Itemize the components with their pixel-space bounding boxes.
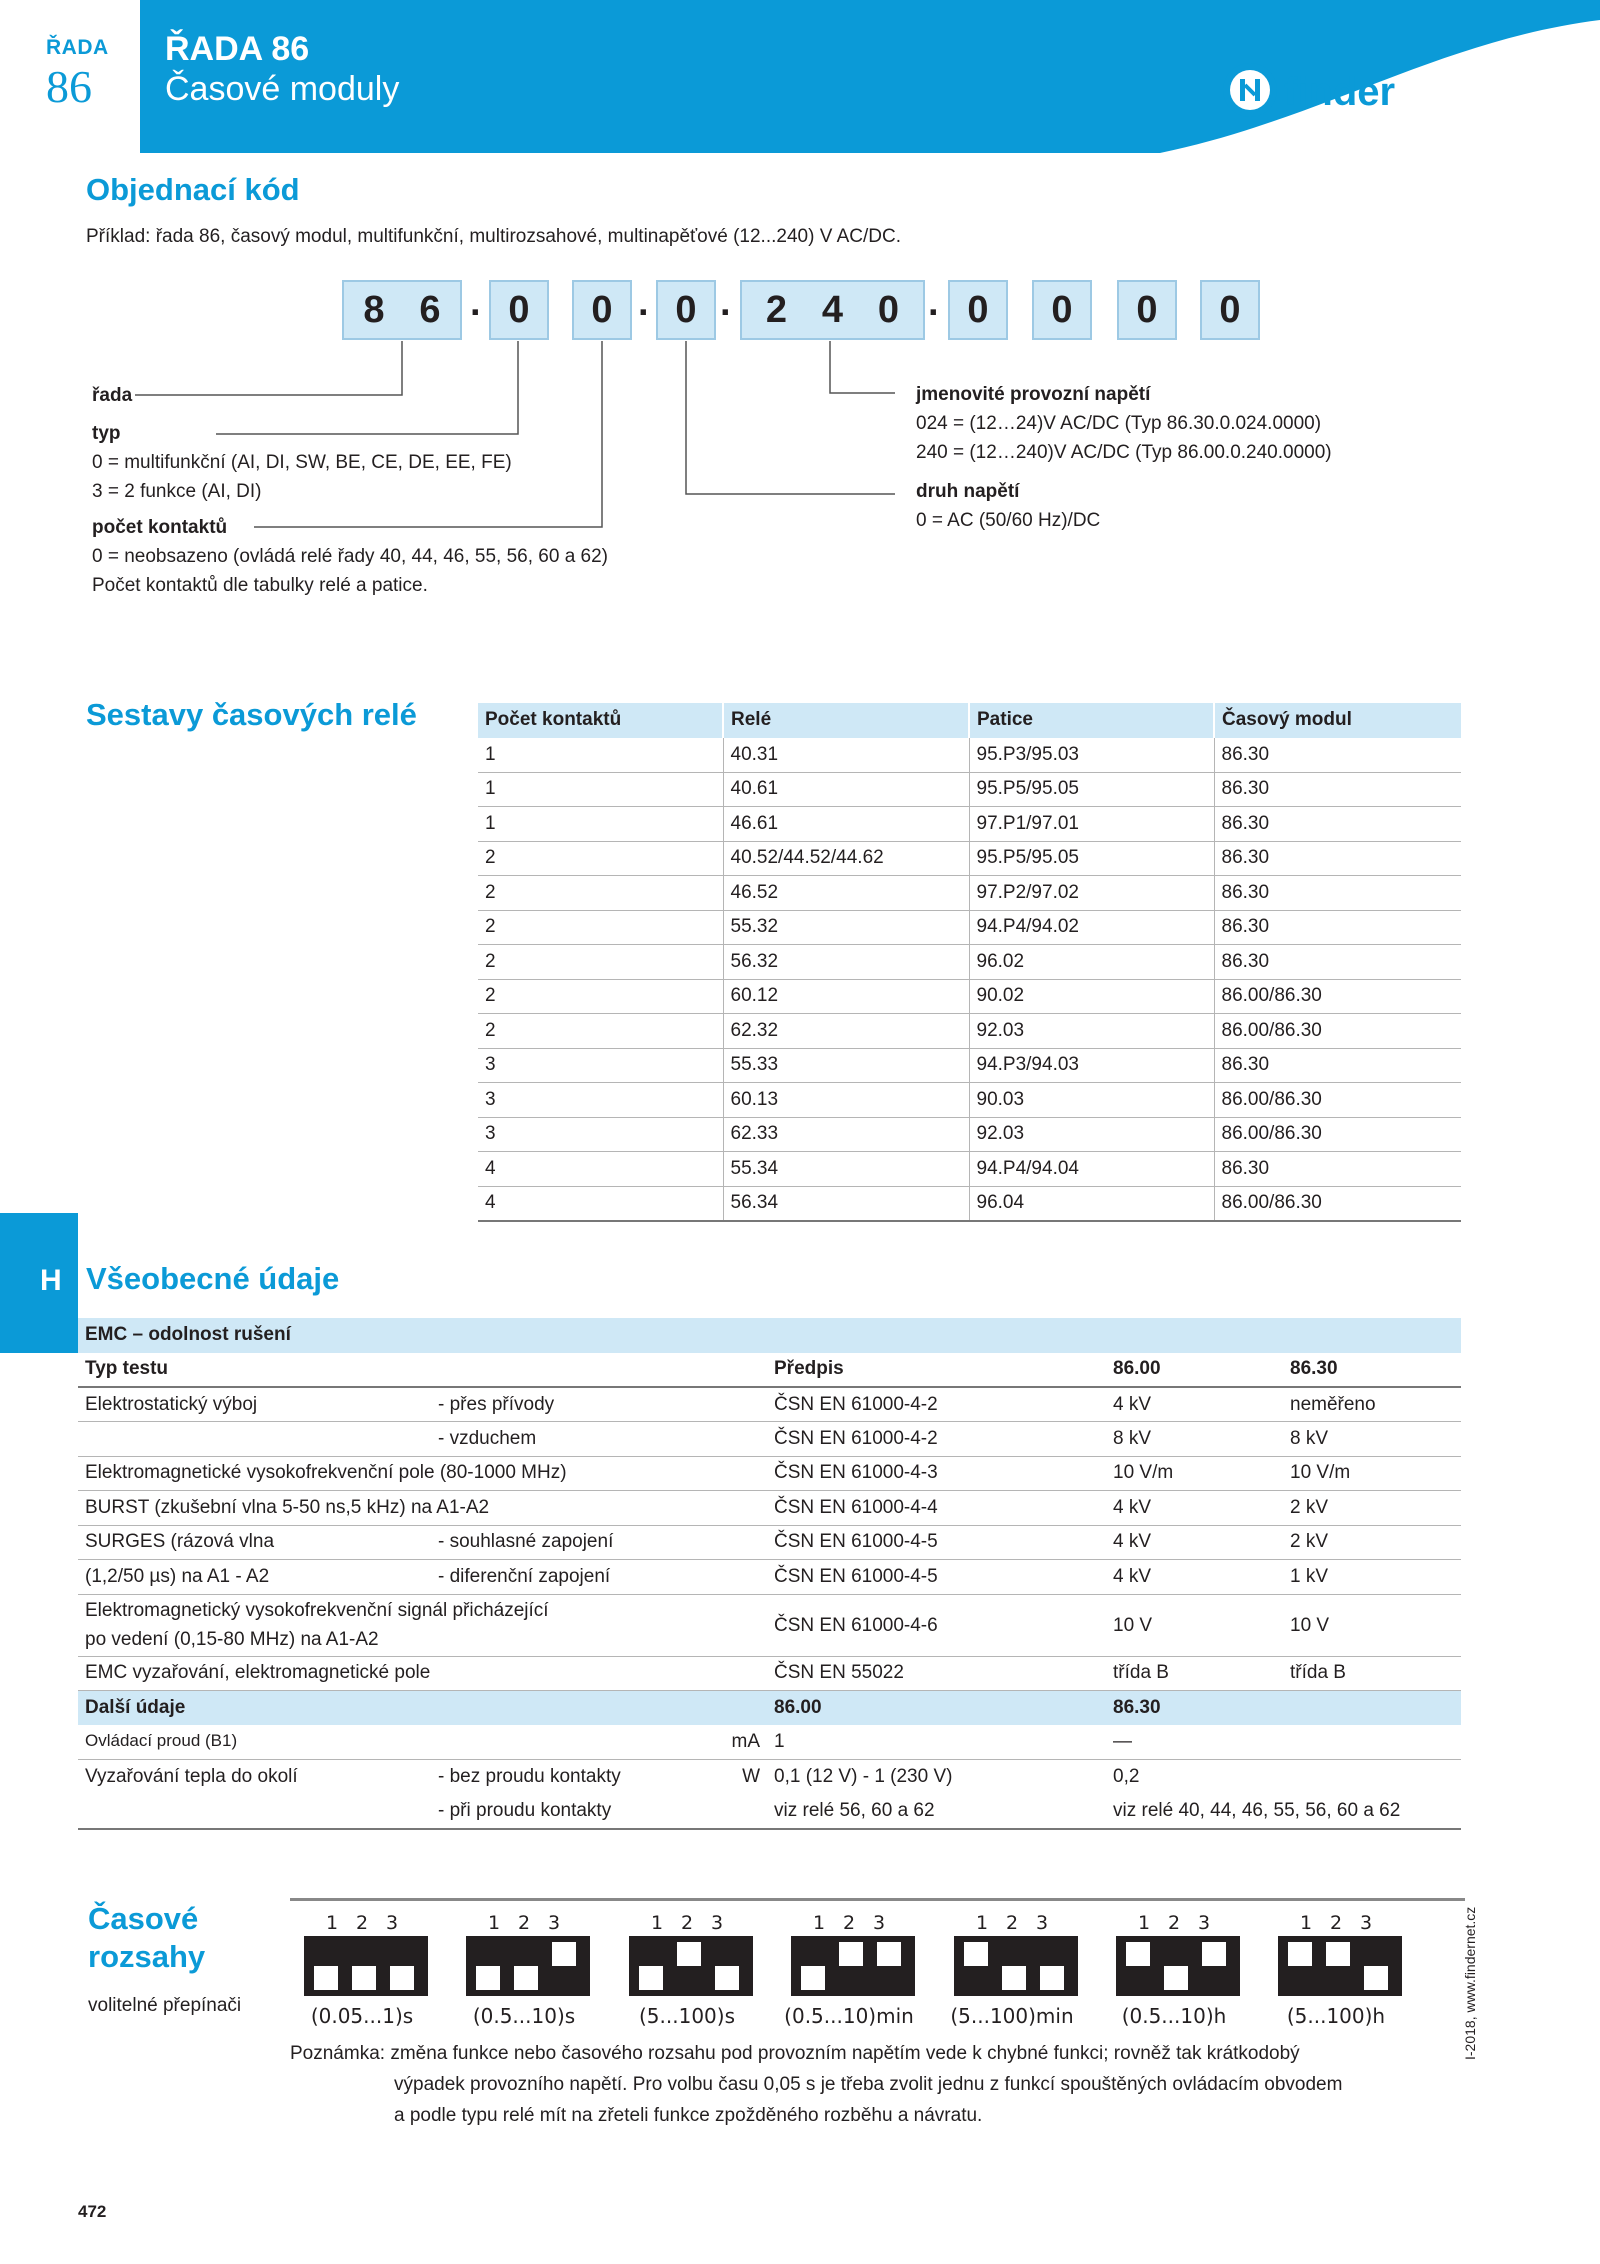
emc-row	[78, 1491, 1461, 1526]
switch-numbers: 1 2 3	[975, 1912, 1049, 1934]
kind-0: 0 = AC (50/60 Hz)/DC	[916, 510, 1101, 531]
table-cell: 2	[478, 979, 723, 1014]
emc-v1: 4 kV	[1106, 1525, 1283, 1560]
table-cell: 40.31	[723, 738, 969, 773]
emc-row-radiation: EMC vyzařování, elektromagnetické pole ČSN EN 55022 třída B třída B	[78, 1656, 1461, 1691]
table-cell: 1	[478, 807, 723, 842]
svg-text:finder: finder	[1284, 70, 1396, 114]
table-cell: 60.13	[723, 1083, 969, 1118]
emc-title-row: EMC – odolnost rušení	[78, 1318, 1461, 1353]
col-module: Časový modul	[1214, 703, 1461, 738]
table-cell: 4	[478, 1152, 723, 1187]
table-cell: 40.52/44.52/44.62	[723, 841, 969, 876]
emc-test	[78, 1422, 431, 1457]
dip-switch	[1104, 1912, 1244, 2028]
emc-sub: - vzduchem	[431, 1422, 767, 1457]
series-label-small: ŘADA	[46, 36, 109, 59]
page-title: ŘADA 86	[165, 30, 310, 68]
table-cell: 97.P1/97.01	[969, 807, 1214, 842]
switch-body	[1116, 1936, 1240, 1996]
emc-v1: 4 kV	[1106, 1560, 1283, 1595]
order-code-example: Příklad: řada 86, časový modul, multifunkční, multirozsahové, multinapěťové (12...240) V AC/DC.	[86, 226, 901, 247]
table-cell: 92.03	[969, 1014, 1214, 1049]
table-cell: 86.00/86.30	[1214, 1014, 1461, 1049]
table-cell: 1	[478, 772, 723, 807]
code-box-kind: 0	[656, 280, 716, 340]
table-cell: 62.32	[723, 1014, 969, 1049]
switch-numbers: 1 2 3	[325, 1912, 399, 1934]
emc-header-row: Typ testu Předpis 86.00 86.30	[78, 1353, 1461, 1388]
label-kind: druh napětí	[916, 481, 1020, 502]
table-cell: 86.00/86.30	[1214, 1083, 1461, 1118]
table-cell: 96.04	[969, 1186, 1214, 1221]
switch-numbers: 1 2 3	[1137, 1912, 1211, 1934]
label-contacts: počet kontaktů	[92, 517, 228, 538]
emc-row	[78, 1456, 1461, 1491]
emc-v1: 4 kV	[1106, 1491, 1283, 1526]
emc-row	[78, 1525, 1461, 1560]
table-row	[478, 1048, 1461, 1083]
side-imprint: I-2018, www.findernet.cz	[1462, 1906, 1478, 2060]
switch-lever	[964, 1942, 988, 1966]
voltage-024: 024 = (12…24)V AC/DC (Typ 86.30.0.024.0000)	[916, 413, 1322, 434]
switch-lever	[352, 1966, 376, 1990]
table-cell: 94.P4/94.04	[969, 1152, 1214, 1187]
table-cell: 62.33	[723, 1117, 969, 1152]
switch-lever	[514, 1966, 538, 1990]
switch-lever	[715, 1966, 739, 1990]
switch-lever	[1202, 1942, 1226, 1966]
emc-norm: ČSN EN 61000-4-5	[767, 1525, 1106, 1560]
dip-switch	[1266, 1912, 1406, 2028]
emc-norm: ČSN EN 61000-4-4	[767, 1491, 1106, 1526]
emc-norm: ČSN EN 61000-4-5	[767, 1560, 1106, 1595]
table-cell: 3	[478, 1083, 723, 1118]
table-row	[478, 876, 1461, 911]
switch-body	[954, 1936, 1078, 1996]
table-cell: 2	[478, 945, 723, 980]
dip-switch	[942, 1912, 1082, 2028]
table-row	[478, 807, 1461, 842]
table-cell: 86.30	[1214, 1152, 1461, 1187]
label-series: řada	[92, 385, 133, 406]
emc-row	[78, 1387, 1461, 1422]
emc-v2: 2 kV	[1283, 1525, 1461, 1560]
table-cell: 96.02	[969, 945, 1214, 980]
table-cell: 86.30	[1214, 807, 1461, 842]
other-title-row: Další údaje 86.00 86.30	[78, 1691, 1461, 1726]
switch-body	[791, 1936, 915, 1996]
range-label: (5...100)h	[1286, 2004, 1386, 2028]
code-box-3: 0	[1200, 280, 1260, 340]
emc-v1: 10 V/m	[1106, 1456, 1283, 1491]
dip-switch	[779, 1912, 919, 2028]
table-cell: 86.00/86.30	[1214, 1186, 1461, 1221]
contacts-note: Počet kontaktů dle tabulky relé a patice.	[92, 575, 428, 596]
emc-v2: 2 kV	[1283, 1491, 1461, 1526]
code-box-contacts: 0	[572, 280, 632, 340]
code-box-type: 0	[489, 280, 549, 340]
switch-lever	[552, 1942, 576, 1966]
switch-numbers: 1 2 3	[1299, 1912, 1373, 1934]
order-code-heading: Objednací kód	[86, 172, 300, 207]
switch-lever	[639, 1966, 663, 1990]
section-letter: H	[40, 1264, 62, 1297]
switch-lever	[839, 1942, 863, 1966]
table-cell: 3	[478, 1048, 723, 1083]
col-contacts: Počet kontaktů	[478, 703, 723, 738]
dip-switch	[454, 1912, 594, 2028]
emc-test: SURGES (rázová vlna	[78, 1525, 431, 1560]
table-cell: 3	[478, 1117, 723, 1152]
table-cell: 2	[478, 876, 723, 911]
current-row: Ovládací proud (B1) mA 1 —	[78, 1725, 1461, 1760]
table-row	[478, 738, 1461, 773]
note: Poznámka: změna funkce nebo časového rozsahu pod provozním napětím vede k chybné funkci; rovněž tak krátkodobý výpadek provozního napětí. Pro volbu času 0,05 s je třeba zvolit jednu z funkcí spouštěných ovládacím obvodem a podle typu relé mít na zřeteli funkce zpožděného rozběhu a návratu.	[290, 2043, 1343, 2126]
table-row	[478, 1083, 1461, 1118]
switch-lever	[677, 1942, 701, 1966]
section-tab	[0, 1213, 78, 1353]
code-box-1: 0	[1032, 280, 1092, 340]
page-subtitle: Časové moduly	[165, 70, 400, 108]
type-0: 0 = multifunkční (AI, DI, SW, BE, CE, DE, EE, FE)	[92, 452, 512, 473]
time-ranges-rule	[290, 1898, 1465, 1901]
table-cell: 97.P2/97.02	[969, 876, 1214, 911]
col-relay: Relé	[723, 703, 969, 738]
table-cell: 86.30	[1214, 910, 1461, 945]
switch-body	[1278, 1936, 1402, 1996]
table-row	[478, 1014, 1461, 1049]
table-row	[478, 910, 1461, 945]
emc-test: (1,2/50 µs) na A1 - A2	[78, 1560, 431, 1595]
table-row	[478, 1117, 1461, 1152]
table-cell: 86.30	[1214, 876, 1461, 911]
switch-numbers: 1 2 3	[812, 1912, 886, 1934]
dip-switch	[292, 1912, 432, 2028]
time-ranges-heading: Časové rozsahy	[88, 1901, 206, 1974]
table-row	[478, 945, 1461, 980]
code-box-2: 0	[1117, 280, 1177, 340]
voltage-240: 240 = (12…240)V AC/DC (Typ 86.00.0.240.0000)	[916, 442, 1332, 463]
table-row	[478, 841, 1461, 876]
switch-lever	[1364, 1966, 1388, 1990]
table-cell: 86.30	[1214, 841, 1461, 876]
range-label: (0.5...10)h	[1121, 2004, 1227, 2028]
emc-sub: - souhlasné zapojení	[431, 1525, 767, 1560]
emc-norm: ČSN EN 61000-4-3	[767, 1456, 1106, 1491]
emc-row	[78, 1560, 1461, 1595]
table-cell: 86.00/86.30	[1214, 1117, 1461, 1152]
table-cell: 55.32	[723, 910, 969, 945]
range-label: (0.5...10)s	[472, 2004, 576, 2028]
range-label: (5...100)s	[639, 2004, 735, 2028]
label-voltage: jmenovité provozní napětí	[916, 384, 1151, 405]
switch-lever	[1002, 1966, 1026, 1990]
series-number-small: 86	[46, 61, 92, 112]
table-cell: 90.02	[969, 979, 1214, 1014]
col-socket: Patice	[969, 703, 1214, 738]
emc-v1: 4 kV	[1106, 1387, 1283, 1422]
label-type: typ	[92, 423, 121, 444]
emc-test: Elektrostatický výboj	[78, 1387, 431, 1422]
switch-lever	[1288, 1942, 1312, 1966]
table-cell: 55.33	[723, 1048, 969, 1083]
table-cell: 55.34	[723, 1152, 969, 1187]
switch-body	[629, 1936, 753, 1996]
table-cell: 95.P3/95.03	[969, 738, 1214, 773]
range-label: (5...100)min	[950, 2004, 1074, 2028]
emc-norm: ČSN EN 61000-4-2	[767, 1387, 1106, 1422]
table-cell: 86.30	[1214, 738, 1461, 773]
sets-header-row	[478, 703, 1461, 738]
emc-v2: neměřeno	[1283, 1387, 1461, 1422]
type-3: 3 = 2 funkce (AI, DI)	[92, 481, 262, 502]
switch-numbers: 1 2 3	[487, 1912, 561, 1934]
table-cell: 94.P4/94.02	[969, 910, 1214, 945]
sets-heading: Sestavy časových relé	[86, 697, 417, 732]
table-row	[478, 979, 1461, 1014]
emc-sub: - diferenční zapojení	[431, 1560, 767, 1595]
switch-body	[304, 1936, 428, 1996]
switch-lever	[801, 1966, 825, 1990]
emc-v2: 1 kV	[1283, 1560, 1461, 1595]
emc-norm: ČSN EN 61000-4-2	[767, 1422, 1106, 1457]
switch-lever	[877, 1942, 901, 1966]
table-row	[478, 772, 1461, 807]
code-box-voltage: 2 4 0	[740, 280, 925, 340]
table-cell: 46.61	[723, 807, 969, 842]
table-cell: 94.P3/94.03	[969, 1048, 1214, 1083]
table-cell: 86.30	[1214, 945, 1461, 980]
dip-switch	[617, 1912, 757, 2028]
switch-lever	[390, 1966, 414, 1990]
table-cell: 56.34	[723, 1186, 969, 1221]
table-cell: 95.P5/95.05	[969, 772, 1214, 807]
table-row	[478, 1152, 1461, 1187]
switch-numbers: 1 2 3	[650, 1912, 724, 1934]
table-cell: 92.03	[969, 1117, 1214, 1152]
emc-v1: 8 kV	[1106, 1422, 1283, 1457]
table-cell: 2	[478, 1014, 723, 1049]
table-cell: 4	[478, 1186, 723, 1221]
contacts-0: 0 = neobsazeno (ovládá relé řady 40, 44, 46, 55, 56, 60 a 62)	[92, 546, 609, 567]
switch-lever	[1164, 1966, 1188, 1990]
range-label: (0.5...10)min	[784, 2004, 914, 2028]
time-ranges-caption: volitelné přepínači	[88, 1995, 242, 2016]
heat-row-2: - při proudu kontakty viz relé 56, 60 a 62 viz relé 40, 44, 46, 55, 56, 60 a 62	[78, 1794, 1461, 1829]
table-cell: 56.32	[723, 945, 969, 980]
emc-test: Elektromagnetické vysokofrekvenční pole (80-1000 MHz)	[78, 1456, 767, 1491]
table-cell: 2	[478, 910, 723, 945]
table-cell: 46.52	[723, 876, 969, 911]
page-number: 472	[78, 2202, 107, 2221]
table-cell: 2	[478, 841, 723, 876]
emc-v2: 8 kV	[1283, 1422, 1461, 1457]
table-cell: 40.61	[723, 772, 969, 807]
table-cell: 1	[478, 738, 723, 773]
switch-lever	[476, 1966, 500, 1990]
emc-v2: 10 V/m	[1283, 1456, 1461, 1491]
switch-lever	[1126, 1942, 1150, 1966]
table-cell: 86.30	[1214, 772, 1461, 807]
emc-sub: - přes přívody	[431, 1387, 767, 1422]
heat-row-1: Vyzařování tepla do okolí - bez proudu kontakty W 0,1 (12 V) - 1 (230 V) 0,2	[85, 1766, 1140, 1787]
table-cell: 90.03	[969, 1083, 1214, 1118]
emc-row-hf: Elektromagnetický vysokofrekvenční signál přicházející po vedení (0,15-80 MHz) na A1-A2 ČSN EN 61000-4-6 10 V 10 V	[78, 1594, 1461, 1656]
general-table	[78, 1318, 1461, 1830]
emc-test: BURST (zkušební vlna 5-50 ns,5 kHz) na A1-A2	[78, 1491, 767, 1526]
emc-row	[78, 1422, 1461, 1457]
table-cell: 60.12	[723, 979, 969, 1014]
switch-lever	[314, 1966, 338, 1990]
range-label: (0.05...1)s	[310, 2004, 414, 2028]
code-box-series: 8 6	[342, 280, 462, 340]
general-heading: Všeobecné údaje	[86, 1261, 340, 1296]
table-cell: 86.30	[1214, 1048, 1461, 1083]
code-box-0: 0	[948, 280, 1008, 340]
table-row	[478, 1186, 1461, 1221]
switch-body	[466, 1936, 590, 1996]
switch-lever	[1040, 1966, 1064, 1990]
table-cell: 86.00/86.30	[1214, 979, 1461, 1014]
table-cell: 95.P5/95.05	[969, 841, 1214, 876]
sets-table	[478, 703, 1461, 1222]
switch-lever	[1326, 1942, 1350, 1966]
